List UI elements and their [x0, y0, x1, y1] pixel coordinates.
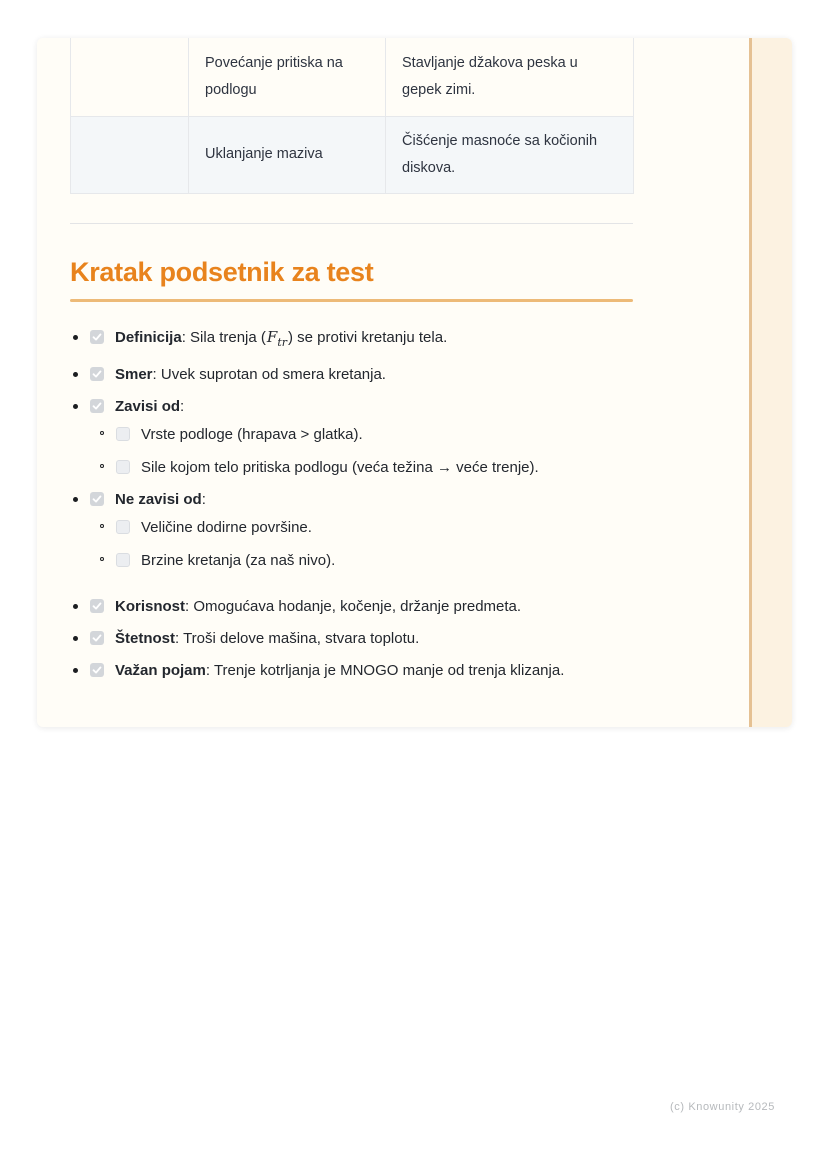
checklist-subitem-text: Veličine dodirne površine. [141, 518, 312, 536]
checked-checkbox-icon[interactable] [90, 330, 104, 344]
checklist-item-text: Štetnost: Troši delove mašina, stvara toplotu. [115, 629, 420, 647]
checked-checkbox-icon[interactable] [90, 367, 104, 381]
bullet-dot-icon [73, 668, 78, 673]
checklist-item-text: Važan pojam: Trenje kotrljanja je MNOGO manje od trenja klizanja. [115, 661, 565, 679]
friction-examples-table [70, 38, 634, 194]
unchecked-checkbox-icon[interactable] [116, 460, 130, 474]
checklist-subitem [98, 550, 633, 571]
checklist-subitem [98, 457, 633, 478]
bullet-dot-icon [73, 604, 78, 609]
table-row [71, 38, 634, 116]
checked-checkbox-icon[interactable] [90, 663, 104, 677]
bullet-circle-icon [100, 431, 104, 435]
checklist-sublist [70, 424, 633, 478]
section-divider [70, 223, 633, 224]
bullet-circle-icon [100, 524, 104, 528]
copyright-footer: (c) Knowunity 2025 [670, 1101, 775, 1113]
table-cell-example: Čišćenje masnoće sa kočionih diskova. [386, 116, 634, 193]
checked-checkbox-icon[interactable] [90, 599, 104, 613]
unchecked-checkbox-icon[interactable] [116, 520, 130, 534]
checklist-item-text: Korisnost: Omogućava hodanje, kočenje, držanje predmeta. [115, 597, 522, 615]
section-title-underline [70, 299, 633, 302]
checklist-sublist [70, 517, 633, 571]
checked-checkbox-icon[interactable] [90, 631, 104, 645]
bullet-circle-icon [100, 464, 104, 468]
page-content [70, 38, 633, 692]
checked-checkbox-icon[interactable] [90, 492, 104, 506]
bullet-circle-icon [100, 557, 104, 561]
table-cell-category [71, 38, 189, 116]
bullet-dot-icon [73, 497, 78, 502]
table-cell-method: Povećanje pritiska na podlogu [189, 38, 386, 116]
page-edge-strip [749, 38, 792, 727]
table-cell-example: Stavljanje džakova peska u gepek zimi. [386, 38, 634, 116]
table-cell-method: Uklanjanje maziva [189, 116, 386, 193]
unchecked-checkbox-icon[interactable] [116, 427, 130, 441]
checked-checkbox-icon[interactable] [90, 399, 104, 413]
checklist-item-text: Zavisi od: [115, 397, 185, 415]
checklist-item [70, 396, 633, 478]
bullet-dot-icon [73, 404, 78, 409]
checklist-item [70, 364, 633, 385]
checklist-item [70, 596, 633, 617]
checklist-item [70, 327, 633, 353]
document-page [37, 38, 792, 727]
checklist-item [70, 489, 633, 571]
checklist-item-text: Definicija: Sila trenja $(F_{tr})$ se protivi kretanju tela. [115, 327, 448, 349]
checklist-item [70, 628, 633, 649]
math-formula: $F_{tr}$ [266, 327, 287, 349]
checklist-item [70, 660, 633, 681]
checklist [70, 327, 633, 681]
table-cell-category [71, 116, 189, 193]
table-row [71, 116, 634, 193]
checklist-subitem-text: Sile kojom telo pritiska podlogu (veća težina → veće trenje). [141, 458, 539, 476]
checklist-subitem-text: Brzine kretanja (za naš nivo). [141, 551, 336, 569]
bullet-dot-icon [73, 335, 78, 340]
bullet-dot-icon [73, 372, 78, 377]
section-title: Kratak podsetnik za test [70, 256, 374, 287]
checklist-item-text: Ne zavisi od: [115, 490, 206, 508]
checklist-subitem [98, 517, 633, 538]
unchecked-checkbox-icon[interactable] [116, 553, 130, 567]
checklist-item-text: Smer: Uvek suprotan od smera kretanja. [115, 365, 386, 383]
bullet-dot-icon [73, 636, 78, 641]
checklist-subitem [98, 424, 633, 445]
checklist-subitem-text: Vrste podloge (hrapava > glatka). [141, 425, 363, 443]
